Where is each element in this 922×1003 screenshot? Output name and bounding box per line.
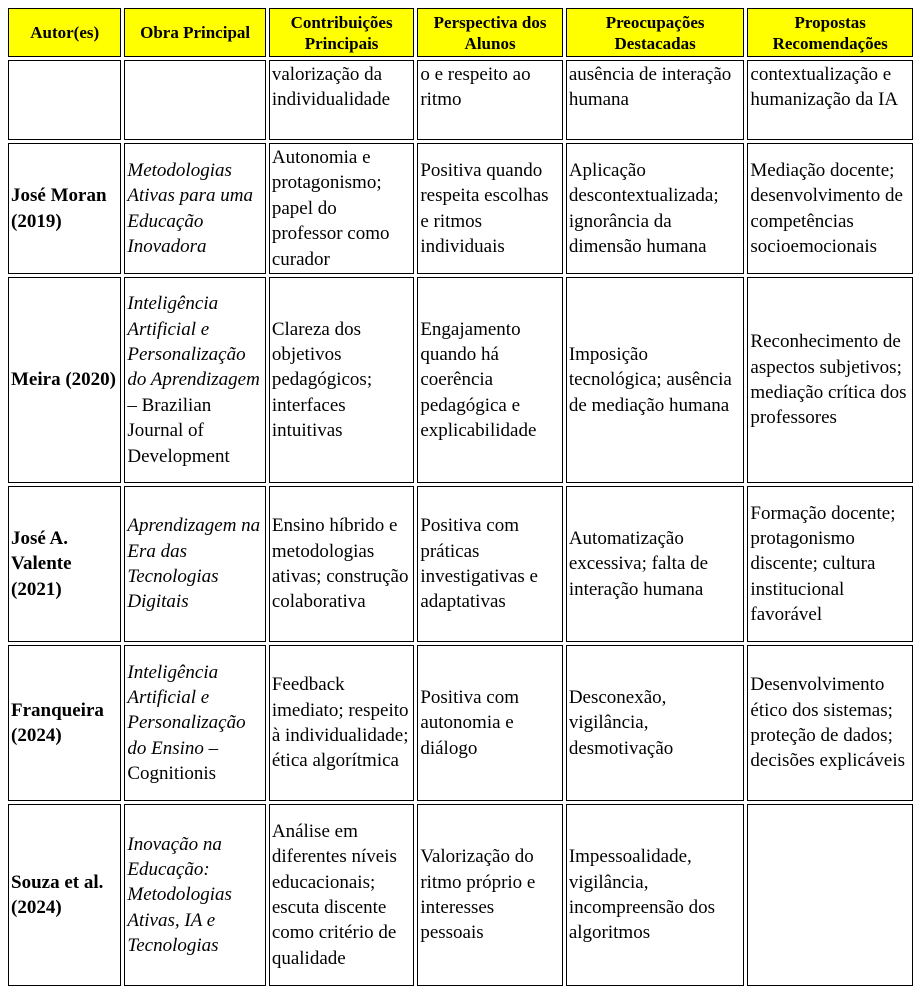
header-concerns: Preocupações Destacadas: [566, 8, 745, 57]
cell-work: [124, 486, 265, 642]
cell-author: José Moran (2019): [8, 143, 121, 274]
cell-author: Franqueira (2024): [8, 645, 121, 801]
cell-concerns: Automatização excessiva; falta de interação humana: [566, 486, 745, 642]
cell-concerns: Desconexão, vigilância, desmotivação: [566, 645, 745, 801]
cell-proposals: Mediação docente; desenvolvimento de competências socioemocionais: [747, 143, 913, 274]
cell-contributions: Autonomia e protagonismo; papel do professor como curador: [269, 143, 414, 274]
work-source: – Cognitionis: [127, 737, 219, 785]
work-title: Inovação na Educação: Metodologias Ativas, IA e Tecnologias: [127, 833, 232, 957]
cell-students: Valorização do ritmo próprio e interesses pessoais: [417, 804, 562, 986]
cell-proposals: Formação docente; protagonismo discente; cultura institucional favorável: [747, 486, 913, 642]
header-author: Autor(es): [8, 8, 121, 57]
literature-table: [5, 5, 916, 989]
cell-students: Positiva com práticas investigativas e adaptativas: [417, 486, 562, 642]
table-row: [8, 143, 913, 274]
cell-author: [8, 60, 121, 140]
cell-contributions: Ensino híbrido e metodologias ativas; construção colaborativa: [269, 486, 414, 642]
table-row: [8, 277, 913, 483]
header-students: Perspectiva dos Alunos: [417, 8, 562, 57]
cell-concerns: Aplicação descontextualizada; ignorância da dimensão humana: [566, 143, 745, 274]
cell-work: [124, 60, 265, 140]
work-source: – Brazilian Journal of Development: [127, 394, 230, 467]
cell-proposals: Desenvolvimento ético dos sistemas; proteção de dados; decisões explicáveis: [747, 645, 913, 801]
header-work: Obra Principal: [124, 8, 265, 57]
cell-students: Positiva com autonomia e diálogo: [417, 645, 562, 801]
work-title: Aprendizagem na Era das Tecnologias Digitais: [127, 515, 261, 613]
header-contributions: Contribuições Principais: [269, 8, 414, 57]
table-row: [8, 804, 913, 986]
table-row: [8, 60, 913, 140]
cell-contributions: Análise em diferentes níveis educacionais; escuta discente como critério de qualidade: [269, 804, 414, 986]
cell-proposals: contextualização e humanização da IA: [747, 60, 913, 140]
cell-students: Positiva quando respeita escolhas e ritmos individuais: [417, 143, 562, 274]
cell-contributions: Feedback imediato; respeito à individualidade; ética algorítmica: [269, 645, 414, 801]
cell-concerns: Impessoalidade, vigilância, incompreensão dos algoritmos: [566, 804, 745, 986]
cell-work: [124, 277, 265, 483]
cell-proposals: Reconhecimento de aspectos subjetivos; mediação crítica dos professores: [747, 277, 913, 483]
cell-contributions: Clareza dos objetivos pedagógicos; interfaces intuitivas: [269, 277, 414, 483]
cell-students: o e respeito ao ritmo: [417, 60, 562, 140]
cell-contributions: valorização da individualidade: [269, 60, 414, 140]
cell-author: José A. Valente (2021): [8, 486, 121, 642]
work-title: Inteligência Artificial e Personalização do Aprendizagem: [127, 293, 260, 391]
cell-students: Engajamento quando há coerência pedagógica e explicabilidade: [417, 277, 562, 483]
table-row: [8, 486, 913, 642]
header-proposals: Propostas Recomendações: [747, 8, 913, 57]
cell-work: [124, 804, 265, 986]
cell-proposals: [747, 804, 913, 986]
cell-work: [124, 143, 265, 274]
cell-concerns: ausência de interação humana: [566, 60, 745, 140]
work-title: Metodologias Ativas para uma Educação Inovadora: [127, 159, 253, 257]
work-title: Inteligência Artificial e Personalização do Ensino: [127, 661, 246, 759]
header-row: [8, 8, 913, 57]
cell-author: Souza et al. (2024): [8, 804, 121, 986]
cell-author: Meira (2020): [8, 277, 121, 483]
cell-concerns: Imposição tecnológica; ausência de mediação humana: [566, 277, 745, 483]
table-row: [8, 645, 913, 801]
cell-work: [124, 645, 265, 801]
